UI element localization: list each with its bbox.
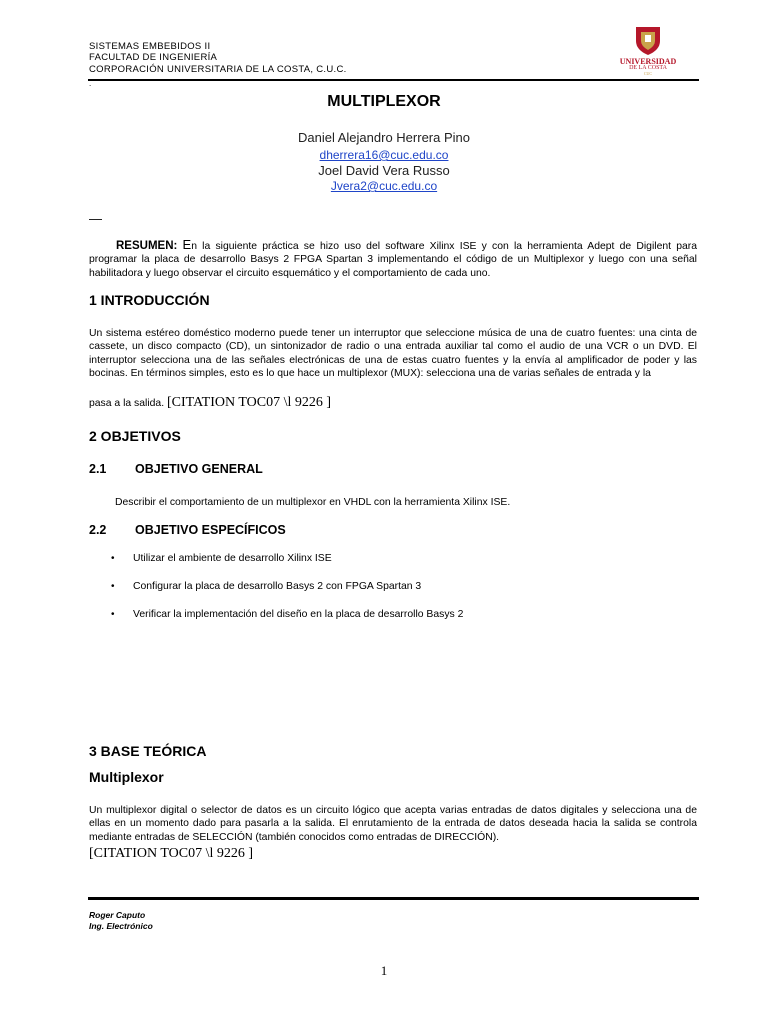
author-1-name: Daniel Alejandro Herrera Pino xyxy=(298,130,470,145)
footer-rule xyxy=(88,897,699,900)
abstract-label: RESUMEN: xyxy=(116,240,178,252)
abstract-text: n la siguiente práctica se hizo uso del software Xilinx ISE y con la herramienta Adept de Digilent para programar la placa de desarrollo Basys 2 FPGA Spartan 3 implementando el código de un Multiplexor y luego con una señal habilitadora y luego observar el circuito esquemático y el comportamiento de cada uno. xyxy=(89,241,698,279)
section-heading-introduccion: 1 INTRODUCCIÓN xyxy=(89,292,210,308)
subsection-title-especificos: OBJETIVO ESPECÍFICOS xyxy=(135,523,286,537)
subsection-heading-general xyxy=(89,462,263,476)
footer-name: Roger Caputo xyxy=(89,910,146,920)
page-number: 1 xyxy=(380,963,388,978)
header-course: SISTEMAS EMBEBIDOS II xyxy=(89,41,211,52)
author-2-email[interactable] xyxy=(0,179,768,193)
document-title: MULTIPLEXOR xyxy=(327,93,441,110)
theory-paragraph: Un multiplexor digital o selector de datos es un circuito lógico que acepta varias entradas de datos digitales y selecciona una de ellas en un momento dado para pasarla a la salida. El enrutamiento de la entrada de datos deseada hacia la salida se controla mediante entradas de SELECCIÓN (también conocidos como entradas de DIRECCIÓN). xyxy=(89,805,697,843)
dot-mark: . xyxy=(89,79,92,88)
logo-text-costa: DE LA COSTA xyxy=(629,65,667,71)
logo-text-universidad: UNIVERSIDAD xyxy=(619,57,677,66)
general-objective-text: Describir el comportamiento de un multiplexor en VHDL con la herramienta Xilinx ISE. xyxy=(115,497,511,508)
intro-citation: [CITATION TOC07 \l 9226 ] xyxy=(166,395,332,410)
list-item-text: Verificar la implementación del diseño en la placa de desarrollo Basys 2 xyxy=(133,609,464,620)
intro-last-line xyxy=(89,395,331,411)
author-1-email-link[interactable]: dherrera16@cuc.edu.co xyxy=(319,148,449,162)
subsection-heading-especificos xyxy=(89,523,286,537)
author-2-name: Joel David Vera Russo xyxy=(318,163,450,178)
abstract-paragraph xyxy=(89,238,697,280)
footer-title: Ing. Electrónico xyxy=(89,921,153,931)
subsection-title-general: OBJETIVO GENERAL xyxy=(135,462,263,476)
bullet-icon: • xyxy=(111,581,115,592)
subheading-multiplexor: Multiplexor xyxy=(89,769,164,785)
list-item xyxy=(111,553,332,564)
list-item-text: Utilizar el ambiente de desarrollo Xilinx ISE xyxy=(133,553,332,564)
university-logo xyxy=(612,24,684,76)
list-item xyxy=(111,609,463,620)
header-rule xyxy=(88,79,699,81)
abstract-first-letter: E xyxy=(182,237,192,252)
intro-paragraph: Un sistema estéreo doméstico moderno puede tener un interruptor que seleccione música de una de cuatro fuentes: una cinta de cassete, un disco compacto (CD), un sintonizador de radio o una entrada auxiliar tal como el audio de una VCR o un DVD. El interruptor selecciona una de las señales electrónicas de una de estas cuatro fuentes y la envía al amplificador de poder y las bocinas. En términos simples, esto es lo que hace un multiplexor (MUX): selecciona una de varias señales de entrada y la xyxy=(89,328,697,380)
subsection-number-2-1: 2.1 xyxy=(89,462,107,476)
subsection-number-2-2: 2.2 xyxy=(89,523,107,537)
header-faculty: FACULTAD DE INGENIERÍA xyxy=(89,52,218,63)
bullet-icon: • xyxy=(111,609,115,620)
intro-last-line-text: pasa a la salida. xyxy=(89,398,165,409)
dash-mark: — xyxy=(89,211,102,226)
list-item-text: Configurar la placa de desarrollo Basys 2 con FPGA Spartan 3 xyxy=(133,581,422,592)
logo-text-cuc: CUC xyxy=(643,71,653,76)
author-1-email[interactable] xyxy=(0,148,768,162)
section-heading-base-teorica: 3 BASE TEÓRICA xyxy=(89,743,207,759)
theory-citation: [CITATION TOC07 \l 9226 ] xyxy=(89,846,254,861)
list-item xyxy=(111,581,421,592)
bullet-icon: • xyxy=(111,553,115,564)
author-2-email-link[interactable]: Jvera2@cuc.edu.co xyxy=(330,179,438,193)
header-university: CORPORACIÓN UNIVERSITARIA DE LA COSTA, C.U.C. xyxy=(89,64,347,75)
section-heading-objetivos: 2 OBJETIVOS xyxy=(89,428,181,444)
